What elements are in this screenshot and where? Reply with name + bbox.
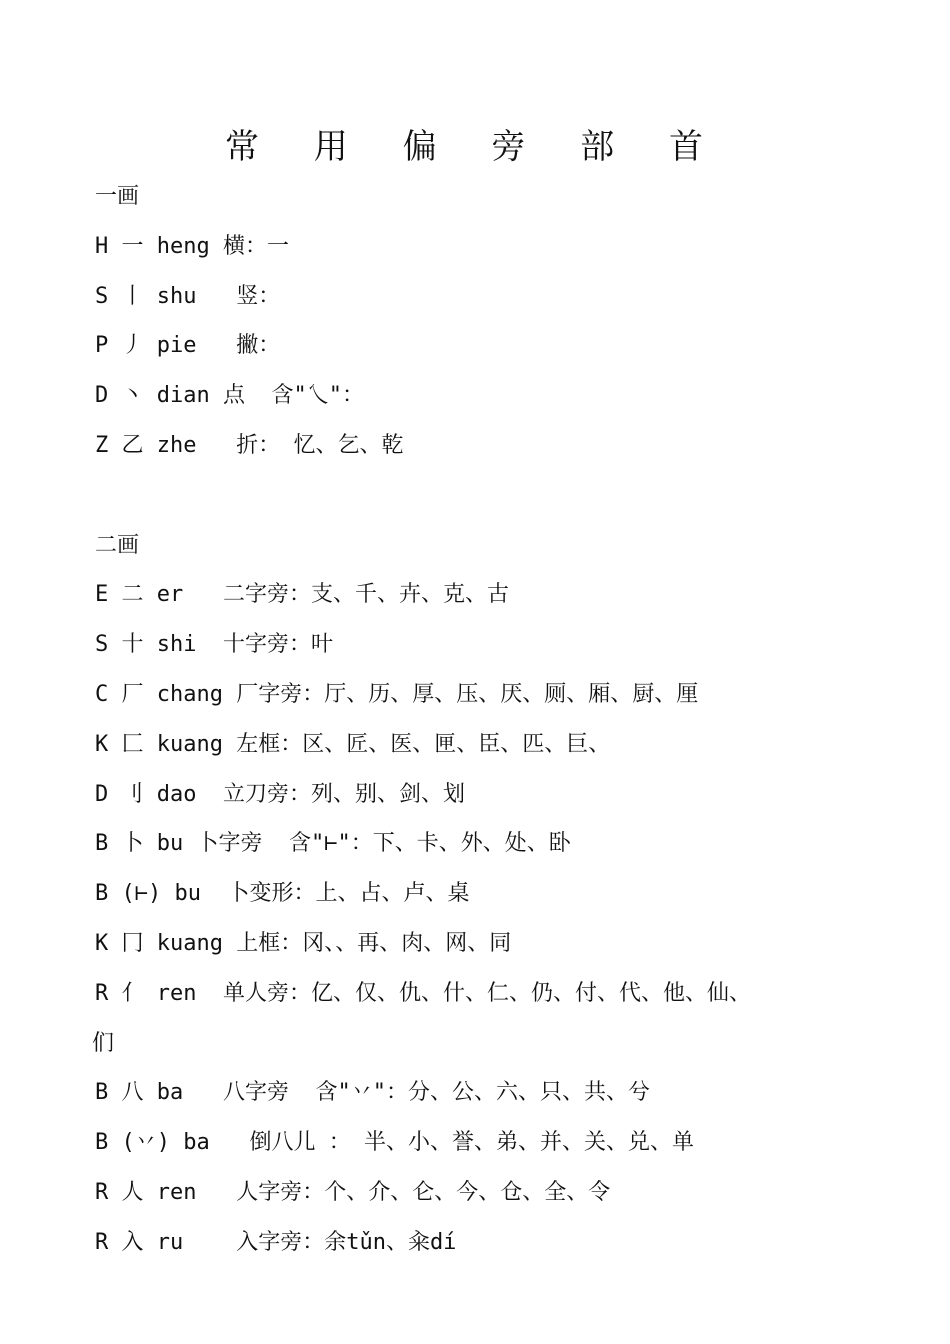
radical-line: H 一 heng 横：一 — [95, 233, 289, 259]
radical-line: K 匚 kuang 左框：区、匠、医、匣、臣、匹、巨、 — [95, 731, 611, 757]
radical-line: Z 乙 zhe 折： 忆、乞、乾 — [95, 432, 404, 458]
radical-line: K 冂 kuang 上框：冈、、再、肉、网、同 — [95, 930, 512, 956]
radical-line: R 入 ru 入字旁：余tǔn、籴dí — [95, 1229, 457, 1255]
radical-line: D 丶 dian 点 含"乀"： — [95, 383, 364, 409]
radical-line: B (⊢) bu 卜变形：上、占、卢、桌 — [95, 881, 470, 907]
radical-line: P 丿 pie 撇： — [95, 333, 281, 359]
radical-line: R 人 ren 人字旁：个、介、仑、今、仓、全、令 — [95, 1179, 611, 1205]
radical-line: B 八 ba 八字旁 含"丷"：分、公、六、只、共、兮 — [95, 1080, 650, 1106]
section-heading-two-stroke: 二画 — [95, 532, 140, 558]
radical-line: E 二 er 二字旁：支、千、卉、克、古 — [95, 582, 509, 608]
radical-line: B (丷) ba 倒八儿 ： 半、小、誉、弟、并、关、兑、单 — [95, 1130, 694, 1156]
radical-line: C 厂 chang 厂字旁：厅、历、厚、压、厌、厕、厢、厨、厘 — [95, 681, 699, 707]
radical-line: R 亻 ren 单人旁：亿、仅、仇、什、仁、仍、付、代、他、仙、 — [95, 980, 751, 1006]
radical-line: S 十 shi 十字旁：叶 — [95, 632, 333, 658]
section-heading-one-stroke: 一画 — [95, 184, 140, 209]
radical-line: S 丨 shu 竖： — [95, 283, 281, 309]
document-body — [92, 172, 855, 1268]
radical-line-continuation: 们 — [92, 1030, 115, 1056]
radical-line: D 刂 dao 立刀旁：列、别、剑、划 — [95, 781, 465, 807]
section-spacer — [95, 471, 855, 521]
page-title: 常 用 偏 旁 部 首 — [224, 127, 726, 167]
radical-line: B 卜 bu 卜字旁 含"⊢"：下、卡、外、处、卧 — [95, 831, 571, 857]
